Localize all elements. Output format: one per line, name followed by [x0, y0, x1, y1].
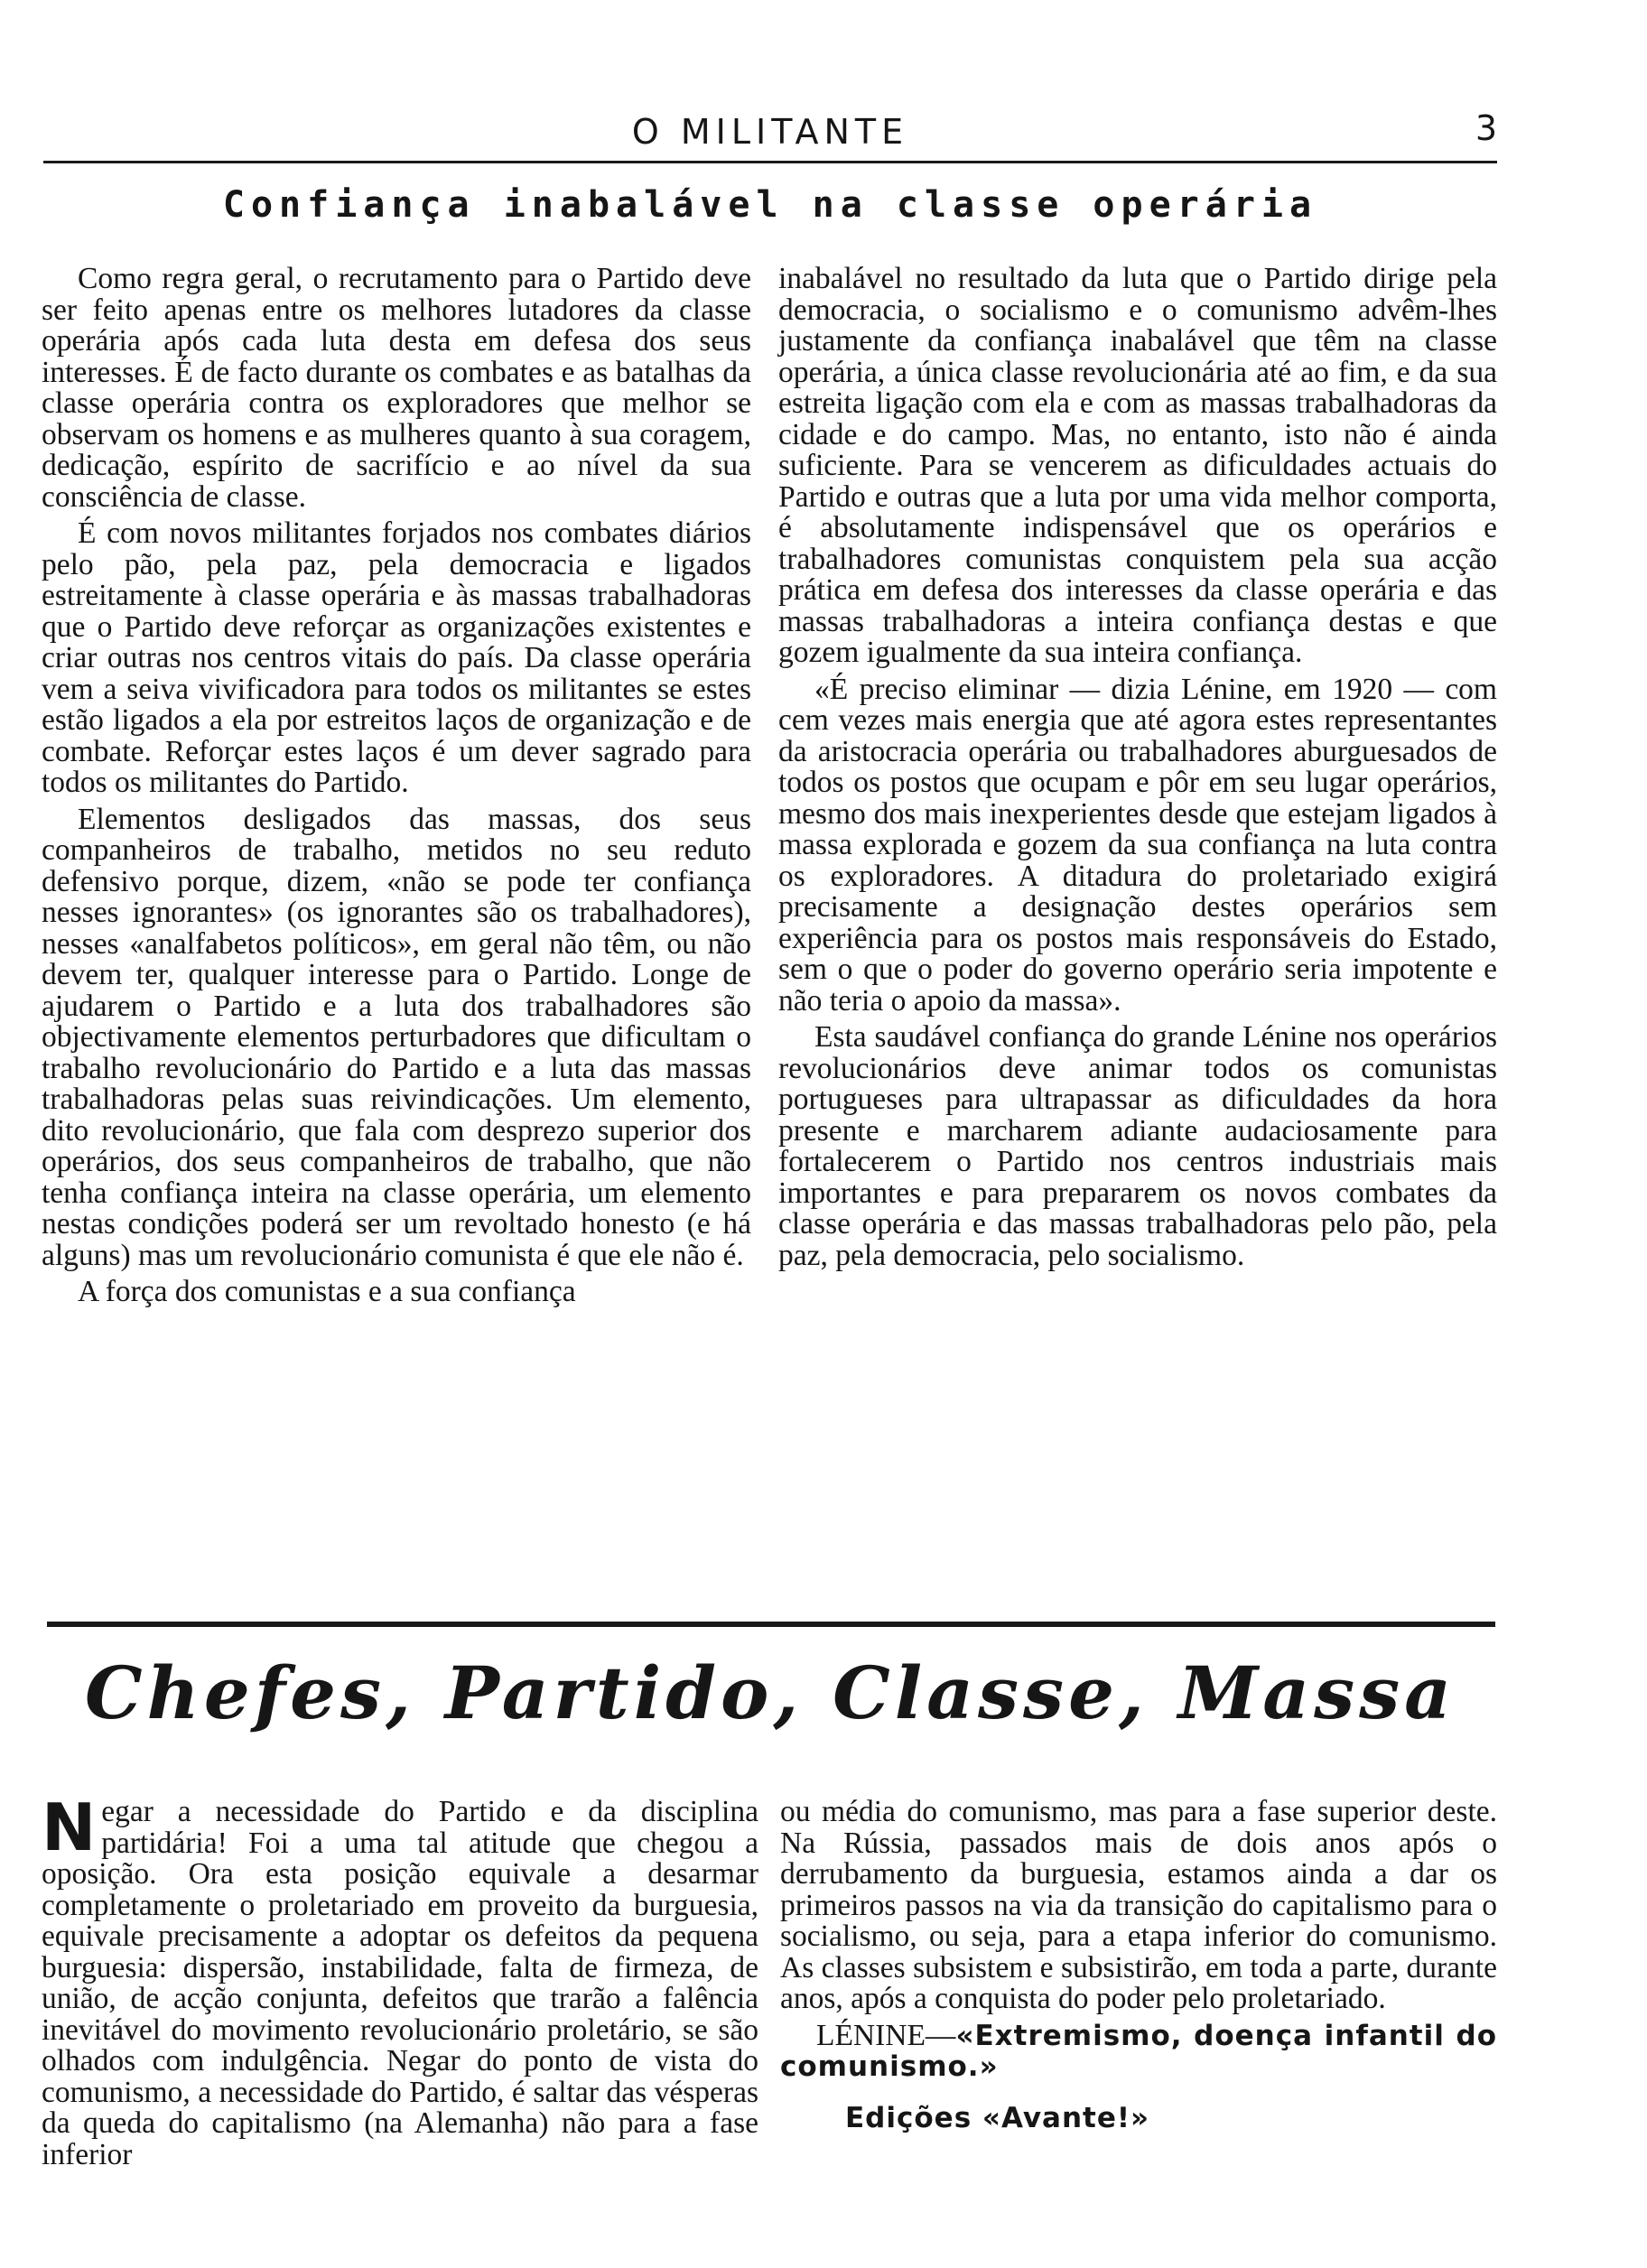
publication-title: O MILITANTE	[631, 112, 909, 152]
article2-right-column	[780, 1797, 1497, 2133]
article1-title: Confiança inabalável na classe operária	[222, 184, 1318, 226]
article1-paragraph: inabalável no resultado da luta que o Partido dirige pela democracia, o socialismo e o comunismo advêm-lhes justamente da confiança inabalável que têm na classe operária, a única classe revolucionária até ao fim, e da sua estreita ligação com ela e com as massas trabalhadoras da cidade e do campo. Mas, no entanto, isto não é ainda suficiente. Para se vencerem as dificuldades actuais do Partido e outras que a luta por uma vida melhor comporta, é absolutamente indispensável que os operários e trabalhadores comunistas conquistem pela sua acção prática em defesa dos interesses da classe operária e das massas trabalhadoras a inteira confiança destas e que gozem igualmente da sua inteira confiança.	[778, 262, 1497, 669]
article2-left-column	[42, 1789, 758, 2171]
article2-paragraph	[42, 1789, 758, 2171]
article1-right-column	[778, 264, 1497, 1271]
article1-paragraph: A força dos comunistas e a sua confiança	[78, 1275, 576, 1308]
section-divider	[47, 1622, 1495, 1627]
source-citation	[780, 2018, 1497, 2083]
drop-cap: N	[42, 1789, 97, 1865]
source-author: LÉNINE—	[816, 2018, 956, 2052]
article2-title: Chefes, Partido, Classe, Massa	[84, 1650, 1456, 1735]
article1-paragraph: É com novos militantes forjados nos combates diários pelo pão, pela paz, pela democracia e ligados estreitamente à classe operária e às massas trabalhadoras que o Partido deve reforçar as organizações existentes e criar outras nos centros vitais do país. Da classe operária vem a seiva vivificadora para todos os militantes se estes estão ligados a ela por estreitos laços de organização e de combate. Reforçar estes laços é um dever sagrado para todos os militantes do Partido.	[42, 516, 751, 799]
source-work: «Extremismo, doença infantil do comunismo.»	[780, 2019, 1497, 2083]
page-header	[43, 108, 1497, 164]
header-rule	[43, 161, 1497, 163]
edition-credit: Edições «Avante!»	[845, 2101, 1150, 2134]
article1-quote: «É preciso eliminar — dizia Lénine, em 1920 — com cem vezes mais energia que até agora estes representantes da aristocracia operária ou trabalhadores aburguesados de todos os postos que ocupam e pôr em seu lugar operários, mesmo dos mais inexperientes desde que estejam ligados à massa explorada e gozem da sua confiança na luta contra os exploradores. A ditadura do proletariado exigirá precisamente a designação destes operários sem experiência para os postos mais responsáveis do Estado, sem o que o poder do governo operário seria impotente e não teria o apoio da massa».	[778, 672, 1497, 1018]
article2-text: egar a necessidade do Partido e da disciplina partidária! Foi a uma tal atitude que chegou a oposição. Ora esta posição equivale a desarmar completamente o proletariado em proveito da burguesia, equivale precisamente a adoptar os defeitos da pequena burguesia: dispersão, instabilidade, falta de firmeza, de união, de acção conjunta, defeitos que trarão a falência inevitável do movimento revolucionário proletário, se são olhados com indulgência. Negar do ponto de vista do comunismo, a necessidade do Partido, é saltar das vésperas da queda do capitalismo (na Alemanha) não para a fase inferior	[42, 1795, 758, 2171]
article1-left-column	[42, 264, 751, 1308]
article1-paragraph: Elementos desligados das massas, dos seus companheiros de trabalho, metidos no seu reduto defensivo porque, dizem, «não se pode ter confiança nesses ignorantes» (os ignorantes são os trabalhadores), nesses «analfabetos políticos», em geral não têm, ou não devem ter, qualquer interesse para o Partido. Longe de ajudarem o Partido e a luta dos trabalhadores são objectivamente elementos perturbadores que dificultam o trabalho revolucionário do Partido e a luta das massas trabalhadoras pelas suas reivindicações. Um elemento, dito revolucionário, que fala com desprezo superior dos operários, dos seus companheiros de trabalho, que não tenha confiança inteira na classe operária, um elemento nestas condições poderá ser um revoltado honesto (e há alguns) mas um revolucionário comunista é que ele não é.	[42, 802, 751, 1272]
article1-paragraph: Esta saudável confiança do grande Lénine nos operários revolucionários deve animar todos os comunistas portugueses para ultrapassar as dificuldades da hora presente e marcharem adiante audaciosamente para fortalecerem o Partido nos centros industriais mais importantes e para prepararem os novos combates da classe operária e das massas trabalhadoras pelo pão, pela paz, pela democracia, pelo socialismo.	[778, 1020, 1497, 1272]
article2-paragraph: ou média do comunismo, mas para a fase superior deste. Na Rússia, passados mais de dois anos após o derrubamento da burguesia, estamos ainda a dar os primeiros passos na via da transição do capitalismo para o socialismo, ou seja, para a etapa inferior do comunismo. As classes subsistem e subsistirão, em toda a parte, durante anos, após a conquista do poder pelo proletariado.	[780, 1795, 1497, 2015]
article1-paragraph: Como regra geral, o recrutamento para o Partido deve ser feito apenas entre os melhores lutadores da classe operária após cada luta desta em defesa dos seus interesses. É de facto durante os combates e as batalhas da classe operária contra os exploradores que melhor se observam os homens e as mulheres quanto à sua coragem, dedicação, espírito de sacrifício e ao nível da sua consciência de classe.	[42, 262, 751, 514]
page-number: 3	[1475, 108, 1497, 148]
